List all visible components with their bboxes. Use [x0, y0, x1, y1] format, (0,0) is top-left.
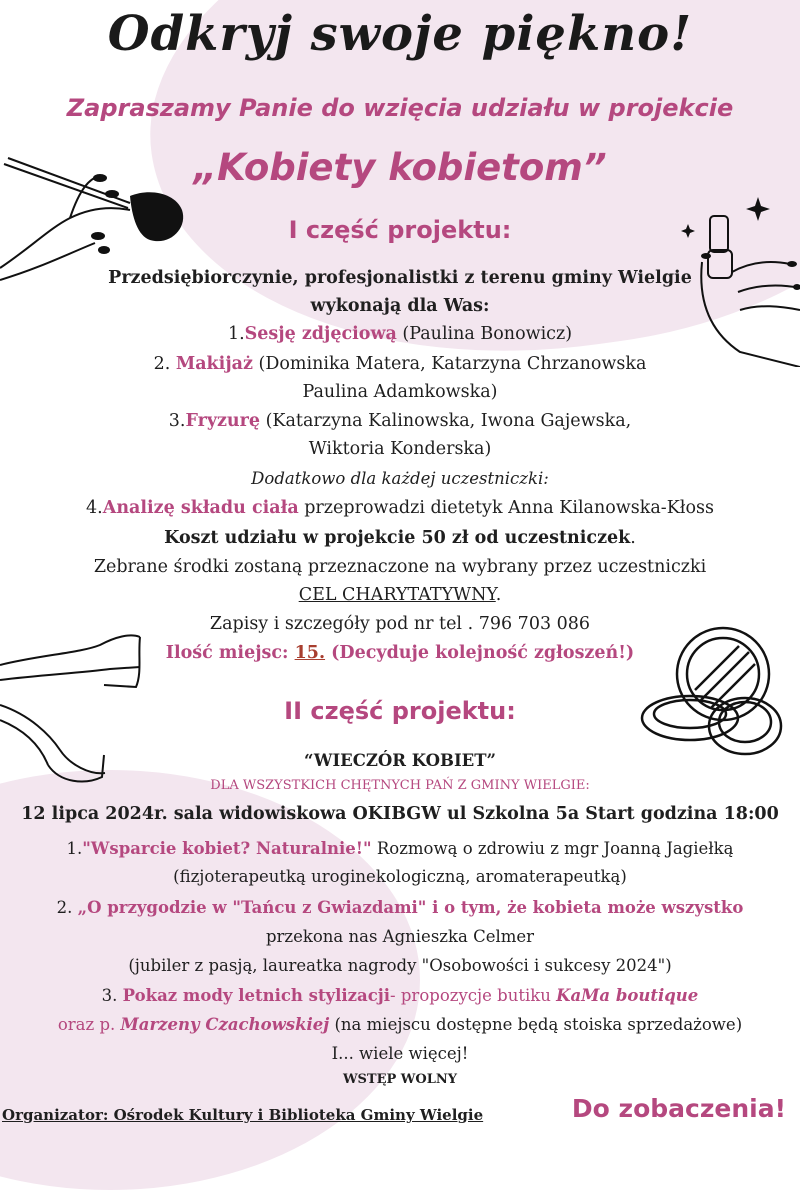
service-item-makeup [0, 354, 800, 374]
service-item-hair-cont: Wiktoria Konderska) [308, 439, 492, 459]
part1-intro-line2: wykonają dla Was: [310, 296, 490, 316]
seats-note: (Decyduje kolejność zgłoszeń!) [325, 643, 635, 663]
program-text: oraz p. [57, 1015, 121, 1034]
cost-text: Koszt udziału w projekcie 50 zł od uczestniczek [164, 528, 631, 548]
program-item-3-cont [0, 1015, 800, 1034]
program-text: (na miejscu dostępne będą stoiska sprzedażowe) [329, 1015, 743, 1034]
cost-line [0, 528, 800, 548]
organizer: Organizator: Ośrodek Kultury i Biblioteka Gminy Wielgie [2, 1106, 484, 1124]
program-text: - propozycje butiku [390, 986, 557, 1005]
event-name: “WIECZÓR KOBIET” [303, 751, 497, 770]
item-number: 2. [153, 354, 176, 374]
item-provider: (Dominika Matera, Katarzyna Chrzanowska [252, 354, 647, 374]
item-number: 2. [56, 898, 78, 917]
item-service: Sesję zdjęciową [244, 324, 397, 344]
item-number: 1. [227, 324, 245, 344]
program-item-2 [0, 898, 800, 917]
part2-heading: II część projektu: [284, 697, 516, 725]
item-provider: (Katarzyna Kalinowska, Iwona Gajewska, [260, 411, 632, 431]
project-name: „Kobiety kobietom” [193, 146, 607, 189]
program-item-2-cont: przekona nas Agnieszka Celmer [265, 927, 535, 946]
program-title: "Wsparcie kobiet? Naturalnie!" [82, 839, 372, 858]
service-item-body [0, 498, 800, 518]
extra-note: Dodatkowo dla każdej uczestniczki: [251, 469, 549, 488]
item-service: Makijaż [175, 354, 253, 374]
program-item-3 [0, 986, 800, 1005]
boutique-name: KaMa boutique [556, 986, 699, 1005]
funds-line: Zebrane środki zostaną przeznaczone na wybrany przez uczestniczki [93, 557, 707, 577]
service-item-photo [0, 324, 800, 344]
funds-goal-line [0, 585, 800, 605]
program-title: „O przygodzie w "Tańcu z Gwiazdami" i o tym, że kobieta może wszystko [77, 898, 744, 917]
seats-value: 15. [294, 643, 326, 663]
charity-goal: CEL CHARYTATYWNY [298, 585, 496, 605]
part1-heading: I część projektu: [288, 216, 512, 244]
item-number: 1. [66, 839, 83, 858]
service-item-makeup-cont: Paulina Adamkowska) [302, 382, 498, 402]
goodbye-text: Do zobaczenia! [571, 1094, 786, 1123]
program-item-2-cont2: (jubiler z pasją, laureatka nagrody "Osobowości i sukcesy 2024") [128, 956, 672, 975]
background-shape-bottom [0, 770, 420, 1190]
item-service: Analizę składu ciała [102, 498, 299, 518]
signup-line: Zapisy i szczegóły pod nr tel . 796 703 086 [209, 614, 591, 634]
seats-label: Ilość miejsc: [165, 643, 295, 663]
program-item-1-cont: (fizjoterapeutką uroginekologiczną, aromaterapeutką) [173, 867, 627, 886]
program-text: Rozmową o zdrowiu z mgr Joanną Jagiełką [371, 839, 734, 858]
page-title: Odkryj swoje piękno! [107, 6, 693, 62]
item-number: 4. [86, 498, 103, 518]
program-item-1 [0, 839, 800, 858]
funds-end: . [495, 585, 502, 605]
invitation-subtitle: Zapraszamy Panie do wzięcia udziału w projekcie [66, 94, 734, 122]
event-audience: DLA WSZYSTKICH CHĘTNYCH PAŃ Z GMINY WIELGIE: [210, 778, 590, 793]
item-number: 3. [168, 411, 186, 431]
item-service: Fryzurę [185, 411, 261, 431]
item-provider: przeprowadzi dietetyk Anna Kilanowska-Kłoss [298, 498, 714, 518]
seats-line [0, 643, 800, 663]
part1-intro-line1: Przedsiębiorczynie, profesjonalistki z terenu gminy Wielgie [108, 268, 692, 288]
cost-end: . [630, 528, 636, 548]
event-date-line: 12 lipca 2024r. sala widowiskowa OKIBGW ul Szkolna 5a Start godzina 18:00 [21, 804, 779, 824]
item-provider: (Paulina Bonowicz) [396, 324, 573, 344]
program-title: Pokaz mody letnich stylizacji [122, 986, 391, 1005]
more-line: I... wiele więcej! [331, 1044, 469, 1063]
entry-note: WSTĘP WOLNY [342, 1072, 458, 1087]
item-number: 3. [101, 986, 123, 1005]
service-item-hair [0, 411, 800, 431]
designer-name: Marzeny Czachowskiej [120, 1015, 330, 1034]
